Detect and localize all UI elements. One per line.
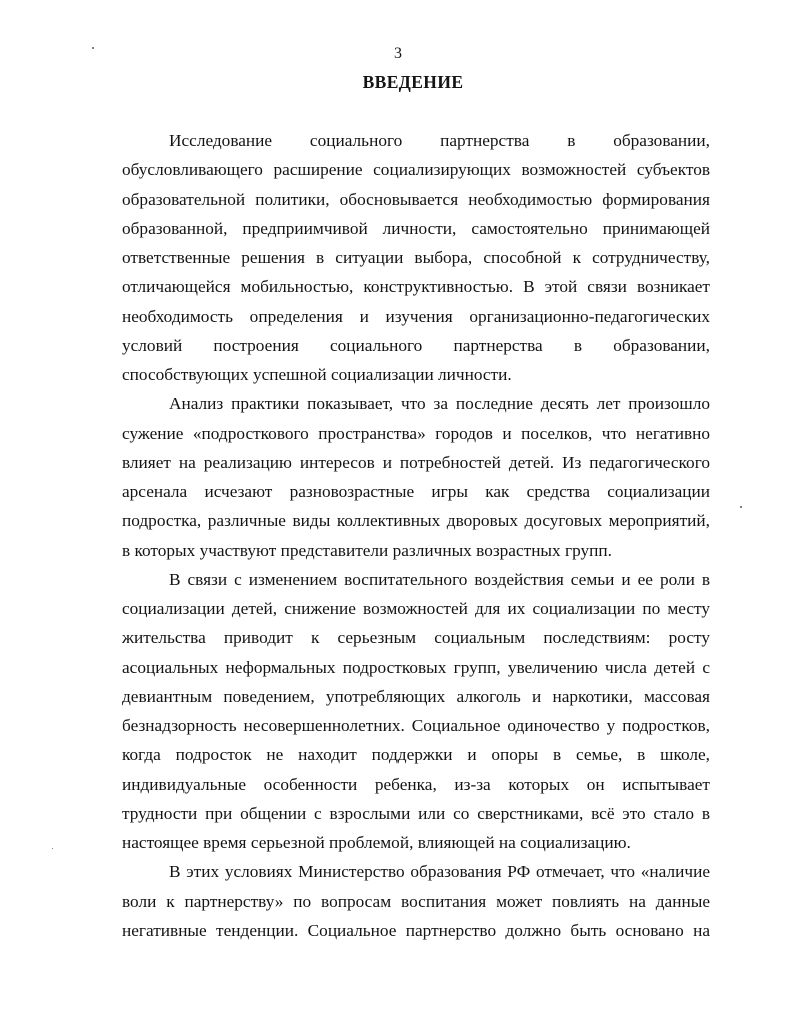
text-line: безнадзорность несовершеннолетних. Социальное одиночество у подростков,	[122, 716, 710, 735]
text-line: обусловливающего расширение социализирующих возможностей субъектов	[122, 160, 710, 180]
text-line: асоциальных неформальных подростковых групп, увеличению числа детей с	[122, 657, 710, 677]
scan-speck	[52, 848, 53, 849]
text-line: жительства приводит к серьезным социальным последствиям: росту	[122, 628, 710, 648]
text-line: воли к партнерству» по вопросам воспитания может повлиять на данные	[122, 891, 710, 911]
text-line: отличающейся мобильностью, конструктивностью. В этой связи возникает	[122, 277, 710, 297]
text-line: необходимость определения и изучения организационно-педагогических	[122, 306, 710, 326]
text-line: В связи с изменением воспитательного воздействия семьи и ее роли в	[169, 569, 710, 589]
text-line: способствующих успешной социализации личности.	[122, 365, 512, 384]
text-line: Исследование социального партнерства в образовании,	[169, 131, 710, 150]
page-number: 3	[394, 45, 402, 62]
text-line: условий построения социального партнерства в образовании,	[122, 335, 710, 355]
text-line: настоящее время серьезной проблемой, влияющей на социализацию.	[122, 833, 631, 852]
text-line: арсенала исчезают разновозрастные игры как средства социализации	[122, 482, 710, 501]
text-line: образовательной политики, обосновывается необходимостью формирования	[122, 189, 710, 209]
text-line: индивидуальные особенности ребенка, из-за которых он испытывает	[122, 774, 710, 794]
text-line: образованной, предприимчивой личности, самостоятельно принимающей	[122, 218, 710, 238]
scan-speck	[740, 506, 742, 508]
body-text	[122, 126, 710, 945]
scan-speck	[92, 47, 94, 49]
text-line: влияет на реализацию интересов и потребностей детей. Из педагогического	[122, 452, 710, 472]
text-line: В этих условиях Министерство образования РФ отмечает, что «наличие	[169, 862, 710, 882]
text-line: Анализ практики показывает, что за последние десять лет произошло	[169, 394, 710, 414]
text-line: девиантным поведением, употребляющих алкоголь и наркотики, массовая	[122, 686, 710, 706]
text-line: социализации детей, снижение возможностей для их социализации по месту	[122, 599, 710, 618]
text-line: негативные тенденции. Социальное партнерство должно быть основано на	[122, 920, 710, 940]
text-line: в которых участвуют представители различных возрастных групп.	[122, 540, 612, 560]
text-line: подростка, различные виды коллективных дворовых досуговых мероприятий,	[122, 511, 710, 531]
text-line: когда подросток не находит поддержки и опоры в семье, в школе,	[122, 745, 710, 765]
page-title: ВВЕДЕНИЕ	[362, 72, 464, 92]
text-line: ответственные решения в ситуации выбора, способной к сотрудничеству,	[122, 248, 710, 267]
text-line: трудности при общении с взрослыми или со сверстниками, всё это стало в	[122, 803, 710, 823]
text-line: сужение «подросткового пространства» городов и поселков, что негативно	[122, 423, 710, 443]
